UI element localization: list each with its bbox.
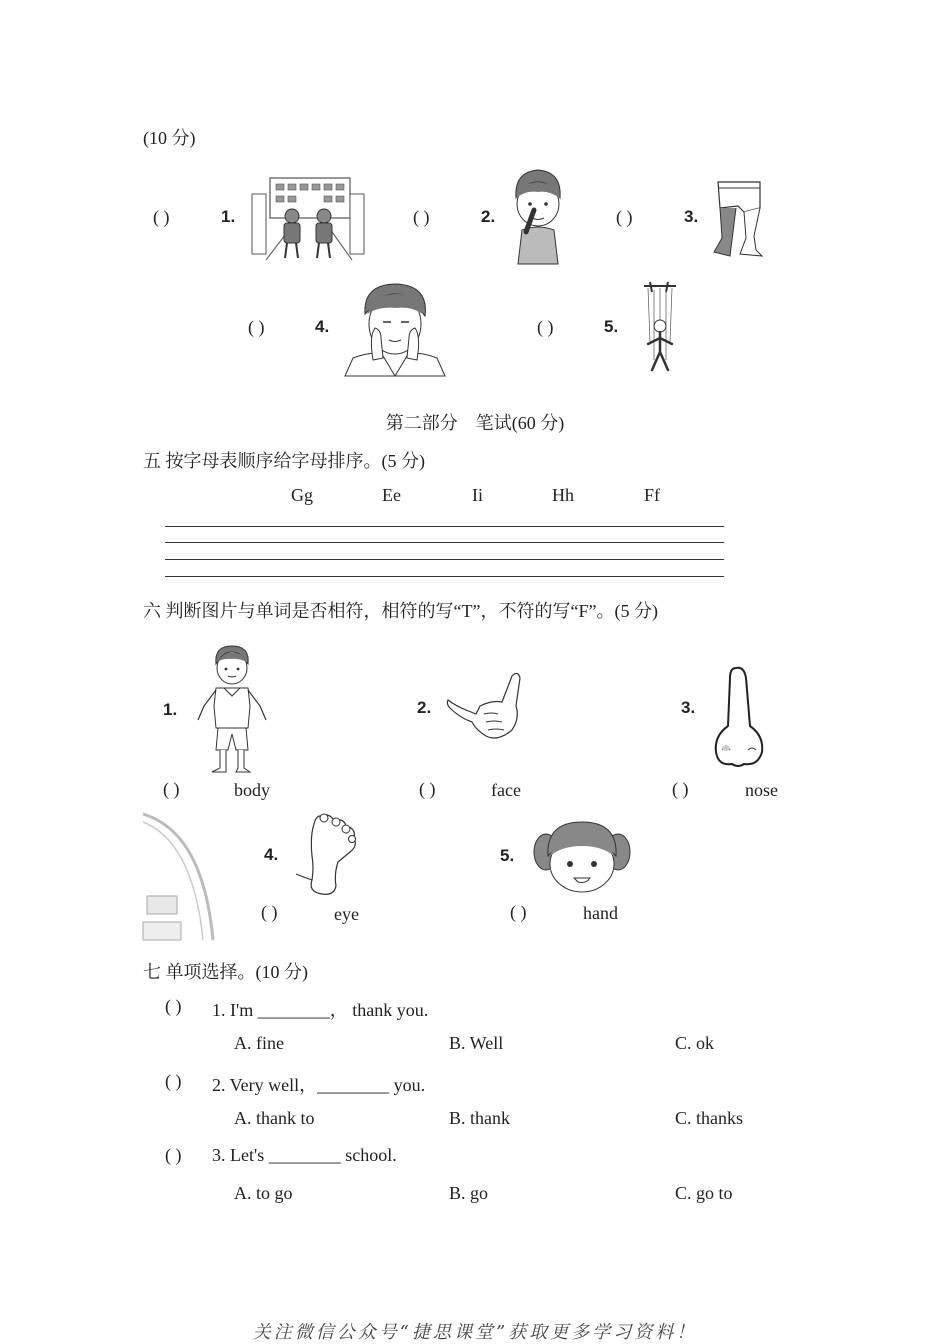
writing-line [165, 559, 724, 560]
option-a[interactable]: A. to go [234, 1183, 293, 1203]
answer-blank-3[interactable]: ( ) [616, 207, 633, 227]
section6-title: 六 判断图片与单词是否相符，相符的写“T”，不符的写“F”。(5 分) [143, 601, 658, 621]
man-touching-face-icon [345, 280, 445, 376]
writing-line [165, 576, 724, 577]
word-label: face [491, 780, 521, 800]
nose-icon [712, 666, 766, 770]
option-a[interactable]: A. thank to [234, 1108, 315, 1128]
section5-title: 五 按字母表顺序给字母排序。(5 分) [143, 451, 425, 471]
letter-5: Ff [644, 485, 661, 505]
boy-body-icon [192, 644, 272, 776]
answer-blank-7-3[interactable]: ( ) [165, 1145, 182, 1165]
item-number: 5. [500, 846, 515, 865]
item-number: 1. [221, 207, 236, 226]
option-b[interactable]: B. thank [449, 1108, 510, 1128]
part2-title: 第二部分 笔试(60 分) [385, 413, 565, 433]
question-stem: 3. Let's ________ school. [212, 1145, 397, 1165]
writing-line [165, 526, 724, 527]
answer-blank-6-4[interactable]: ( ) [261, 902, 278, 922]
item-number: 1. [163, 700, 178, 719]
section4-score: (10 分) [143, 128, 196, 148]
answer-blank-6-1[interactable]: ( ) [163, 779, 180, 799]
item-number: 2. [481, 207, 496, 226]
item-number: 5. [604, 317, 619, 336]
word-label: hand [583, 903, 618, 923]
boy-pointing-nose-icon [508, 168, 568, 264]
letter-2: Ee [382, 485, 401, 505]
word-label: nose [745, 780, 778, 800]
answer-blank-1[interactable]: ( ) [153, 207, 170, 227]
answer-blank-5[interactable]: ( ) [537, 317, 554, 337]
item-number: 3. [684, 207, 699, 226]
leg-icon [710, 178, 780, 260]
foot-icon [294, 812, 360, 898]
word-label: body [234, 780, 270, 800]
option-c[interactable]: C. thanks [675, 1108, 744, 1128]
option-c[interactable]: C. go to [675, 1183, 733, 1203]
answer-blank-4[interactable]: ( ) [248, 317, 265, 337]
question-stem: 1. I'm ________， thank you. [212, 1000, 429, 1020]
answer-blank-2[interactable]: ( ) [413, 207, 430, 227]
option-b[interactable]: B. Well [449, 1033, 504, 1053]
scan-artifact [143, 812, 217, 940]
hand-icon [446, 670, 526, 742]
writing-line [165, 542, 724, 543]
school-icon [250, 172, 368, 262]
section7-title: 七 单项选择。(10 分) [143, 962, 308, 982]
answer-blank-6-3[interactable]: ( ) [672, 779, 689, 799]
girl-face-icon [532, 816, 632, 896]
option-b[interactable]: B. go [449, 1183, 489, 1203]
letter-1: Gg [291, 485, 313, 505]
answer-blank-7-2[interactable]: ( ) [165, 1071, 182, 1091]
footer-note: 关注微信公众号“捷思课堂”获取更多学习资料！ [252, 1322, 698, 1343]
puppet-icon [638, 280, 682, 378]
option-c[interactable]: C. ok [675, 1033, 715, 1053]
item-number: 2. [417, 698, 432, 717]
answer-blank-6-2[interactable]: ( ) [419, 779, 436, 799]
question-stem: 2. Very well，________ you. [212, 1075, 426, 1095]
item-number: 4. [264, 845, 279, 864]
letter-4: Hh [552, 485, 574, 505]
letter-3: Ii [472, 485, 483, 505]
answer-blank-6-5[interactable]: ( ) [510, 902, 527, 922]
item-number: 3. [681, 698, 696, 717]
option-a[interactable]: A. fine [234, 1033, 284, 1053]
word-label: eye [334, 904, 359, 924]
answer-blank-7-1[interactable]: ( ) [165, 996, 182, 1016]
item-number: 4. [315, 317, 330, 336]
